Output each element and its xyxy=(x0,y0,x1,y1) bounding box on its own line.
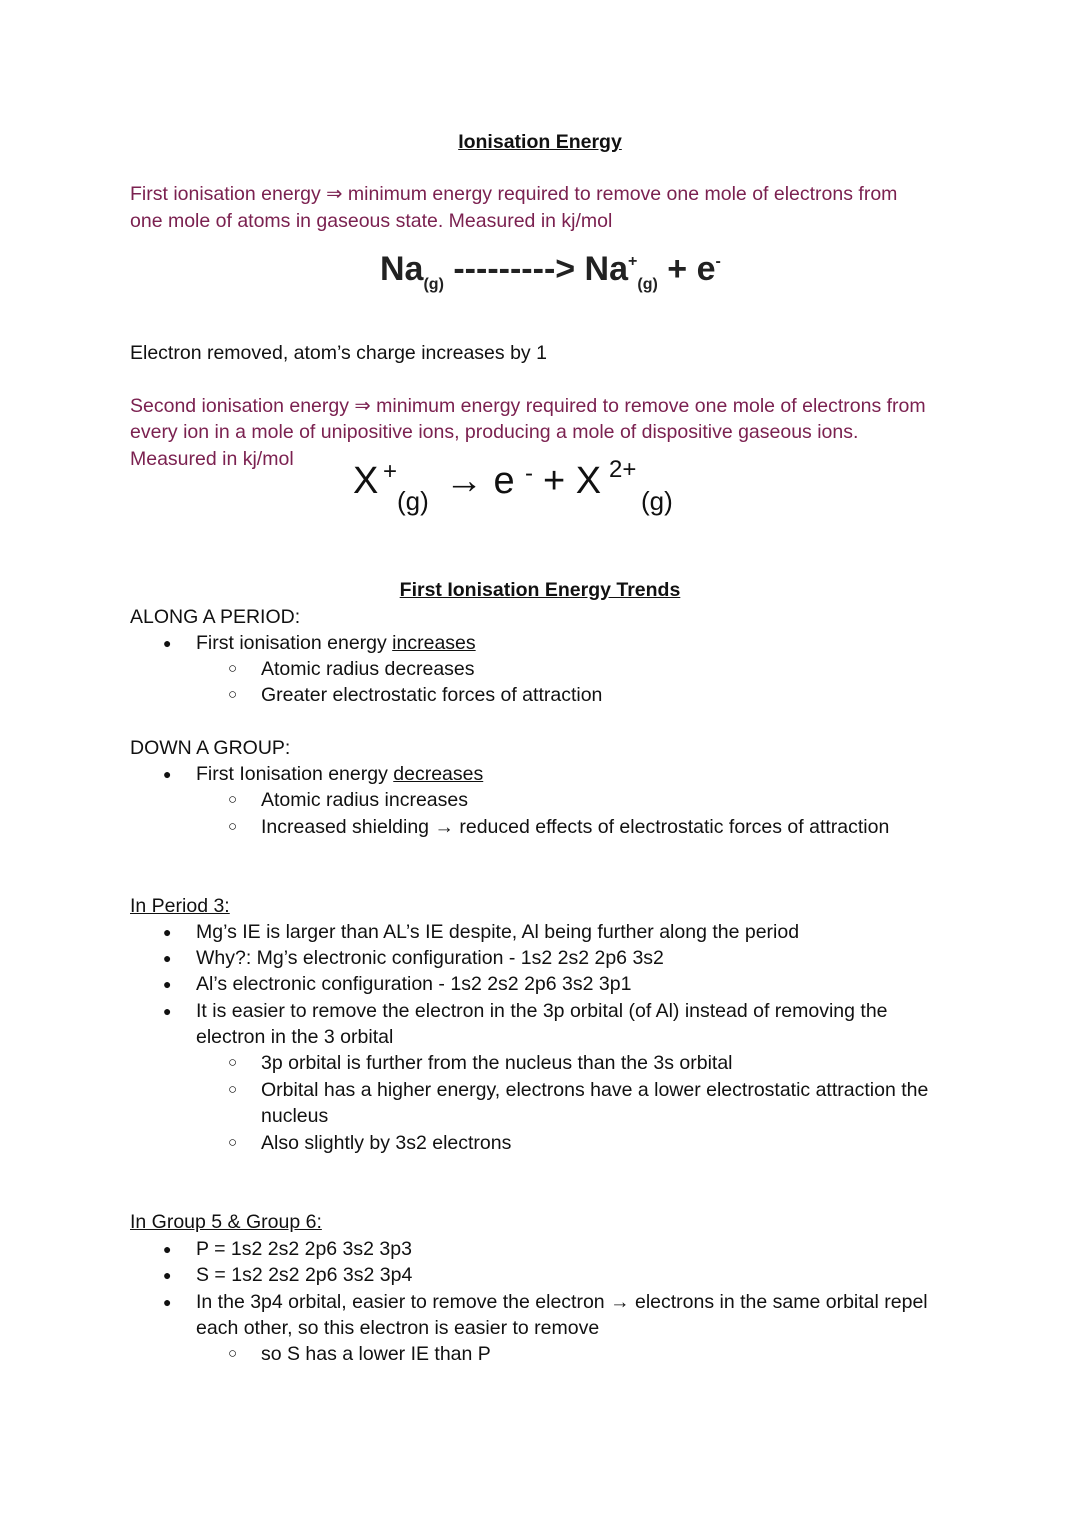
group56-bullet-1: P = 1s2 2s2 2p6 3s2 3p3 xyxy=(196,1238,412,1260)
circle-bullet: ○ xyxy=(228,1054,238,1071)
eq2-x: X xyxy=(353,460,379,502)
trends-title: First Ionisation Energy Trends xyxy=(399,579,681,601)
bullet-dot: ● xyxy=(163,1003,172,1019)
circle-bullet: ○ xyxy=(228,1134,238,1151)
period3-bullet-1: Mg’s IE is larger than AL’s IE despite, Al being further along the period xyxy=(196,921,800,943)
page-title: Ionisation Energy xyxy=(458,131,622,153)
equation-first-ie xyxy=(380,250,721,294)
period-sub-1: Atomic radius decreases xyxy=(261,658,475,680)
period-bullet-text: First ionisation energy xyxy=(196,632,393,654)
equation-second-ie xyxy=(353,458,693,522)
period-bullet xyxy=(196,630,476,656)
group56-bullet-3-cont: each other, so this electron is easier to remove xyxy=(196,1317,600,1339)
period3-sub-2-cont: nucleus xyxy=(261,1105,329,1127)
period3-bullet-4-cont: electron in the 3 orbital xyxy=(196,1026,394,1048)
period-bullet-underlined: increases xyxy=(392,632,476,654)
group-heading: DOWN A GROUP: xyxy=(130,737,291,759)
group56-sub: so S has a lower IE than P xyxy=(261,1343,491,1365)
electron-removed-note: Electron removed, atom’s charge increases by 1 xyxy=(130,342,547,364)
period3-sub-3: Also slightly by 3s2 electrons xyxy=(261,1132,512,1154)
eq2-minus-charge: - xyxy=(525,460,533,487)
group56-bullet-3: In the 3p4 orbital, easier to remove the electron → electrons in the same orbital repel xyxy=(196,1291,928,1313)
period3-heading: In Period 3: xyxy=(130,895,230,917)
period3-bullet-2: Why?: Mg’s electronic configuration - 1s2 2s2 2p6 3s2 xyxy=(196,947,664,969)
circle-bullet: ○ xyxy=(228,686,238,703)
bullet-dot: ● xyxy=(163,1267,172,1283)
period3-bullet-4: It is easier to remove the electron in the 3p orbital (of Al) instead of removing the xyxy=(196,1000,888,1022)
bullet-dot: ● xyxy=(163,976,172,992)
bullet-dot: ● xyxy=(163,1241,172,1257)
period-heading: ALONG A PERIOD: xyxy=(130,606,301,628)
group-sub-1: Atomic radius increases xyxy=(261,789,468,811)
group-bullet-text: First Ionisation energy xyxy=(196,763,394,785)
eq2-plus-x: + X xyxy=(543,460,602,502)
period3-bullet-3: Al’s electronic configuration - 1s2 2s2 2p6 3s2 3p1 xyxy=(196,973,632,995)
period-sub-2: Greater electrostatic forces of attraction xyxy=(261,684,603,706)
group56-bullet-2: S = 1s2 2s2 2p6 3s2 3p4 xyxy=(196,1264,413,1286)
bullet-dot: ● xyxy=(163,635,172,651)
second-ie-line-1: Second ionisation energy ⇒ minimum energy required to remove one mole of electrons from xyxy=(130,395,926,417)
eq2-arrow-electron: → e xyxy=(445,460,515,502)
eq1-na: Na xyxy=(380,250,424,288)
eq1-state-1: (g) xyxy=(423,276,444,293)
circle-bullet: ○ xyxy=(228,1081,238,1098)
group-bullet-underlined: decreases xyxy=(393,763,484,785)
eq2-plus-charge: + xyxy=(383,458,398,485)
circle-bullet: ○ xyxy=(228,660,238,677)
eq1-electron: + e xyxy=(667,250,716,288)
circle-bullet: ○ xyxy=(228,1345,238,1362)
circle-bullet: ○ xyxy=(228,818,238,835)
eq1-minus-charge: - xyxy=(715,253,721,270)
group56-heading: In Group 5 & Group 6: xyxy=(130,1211,322,1233)
bullet-dot: ● xyxy=(163,950,172,966)
eq2-2plus-charge: 2+ xyxy=(609,456,637,483)
period3-sub-2: Orbital has a higher energy, electrons have a lower electrostatic attraction the xyxy=(261,1079,929,1101)
bullet-dot: ● xyxy=(163,1294,172,1310)
group-sub-2: Increased shielding → reduced effects of electrostatic forces of attraction xyxy=(261,816,890,838)
period3-sub-1: 3p orbital is further from the nucleus than the 3s orbital xyxy=(261,1052,733,1074)
first-ie-line-2: one mole of atoms in gaseous state. Measured in kj/mol xyxy=(130,210,613,232)
first-ie-line-1: First ionisation energy ⇒ minimum energy required to remove one mole of electrons from xyxy=(130,183,898,205)
circle-bullet: ○ xyxy=(228,791,238,808)
second-ie-line-2: every ion in a mole of unipositive ions, producing a mole of dispositive gaseous ions. xyxy=(130,421,859,443)
eq1-plus-charge: + xyxy=(628,253,638,270)
eq1-state-2: (g) xyxy=(637,276,658,293)
group-bullet xyxy=(196,761,483,787)
eq2-state-1: (g) xyxy=(397,486,429,516)
eq2-state-2: (g) xyxy=(641,486,673,516)
bullet-dot: ● xyxy=(163,766,172,782)
eq1-arrow-na: ---------> Na xyxy=(453,250,629,288)
second-ie-line-3: Measured in kj/mol xyxy=(130,448,294,470)
bullet-dot: ● xyxy=(163,924,172,940)
